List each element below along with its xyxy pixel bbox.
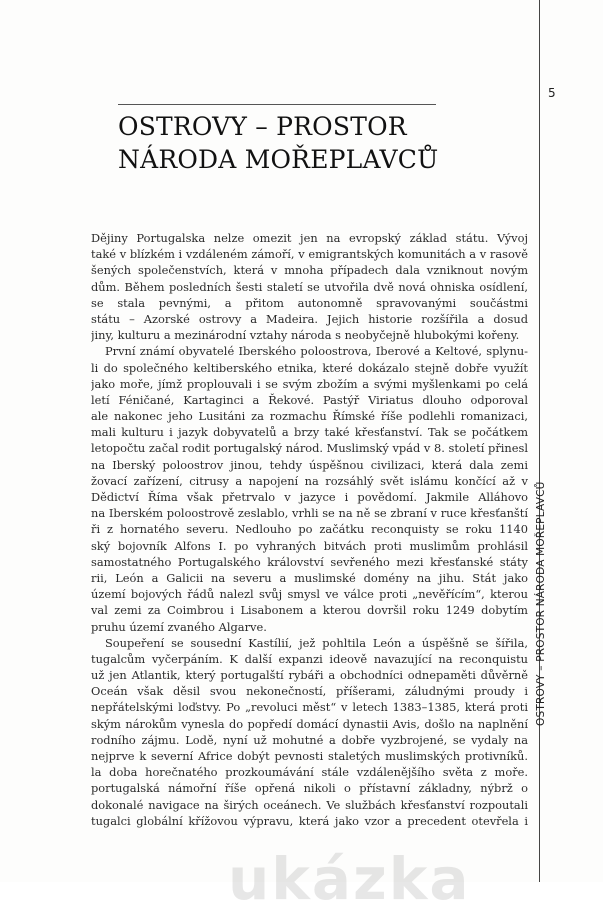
- text-line: li do společného keltiberského etnika, které dokázalo stejně dobře využít: [91, 360, 528, 375]
- text-line: tugalcům vyčerpáním. K další expanzi ideově navazující na reconquistu: [91, 651, 528, 666]
- paragraph: [91, 635, 528, 829]
- text-line: První známí obyvatelé Iberského poloostrova, Iberové a Keltové, splynu-: [105, 344, 528, 359]
- watermark: ukázka: [228, 845, 471, 913]
- text-line: rodního zájmu. Lodě, nyní už mohutné a dobře vyzbrojené, se vydaly na: [91, 732, 528, 747]
- text-line: samostatného Portugalského království sevřeného mezi křesťanské státy: [91, 554, 528, 569]
- text-line: žovací zařízení, citrusy a napojení na rozsáhlý svět islámu končící až v: [91, 473, 528, 488]
- text-line: jiny, kulturu a mezinárodní vztahy národa s neobyčejně hlubokými kořeny.: [91, 328, 520, 343]
- text-line: Soupeření se sousední Kastílií, jež pohltila León a úspěšně se šířila,: [105, 635, 528, 650]
- text-line: Oceán však děsil svou nekonečností, příšerami, záludnými proudy i: [91, 684, 528, 699]
- text-line: letopočtu začal rodit portugalský národ. Muslimský vpád v 8. století přinesl: [91, 441, 528, 456]
- text-line: val zemi za Coimbrou i Lisabonem a kterou dovršil roku 1249 dobytím: [91, 603, 528, 618]
- text-line: jako moře, jímž proplouvali i se svým zbožím a svými myšlenkami po celá: [91, 376, 528, 391]
- text-line: tugalci globální křížovou výpravu, která jako vzor a precedent otevřela i: [91, 813, 528, 828]
- paragraph: [91, 343, 528, 634]
- text-line: letí Féničané, Kartaginci a Řekové. Pastýř Viriatus dlouho odporoval: [91, 392, 528, 407]
- text-line: portugalská námořní říše opřená nikoli o přístavní základny, nýbrž o: [91, 781, 528, 796]
- text-line: Dějiny Portugalska nelze omezit jen na evropský základ státu. Vývoj: [91, 231, 528, 245]
- text-line: území bojových řádů nalezl svůj smysl ve válce proti „nevěřícím“, kterou: [91, 587, 528, 602]
- title-rule: [118, 104, 436, 105]
- page-number: 5: [548, 86, 556, 100]
- text-line: la doba horečnatého prozkoumávání stále vzdálenějšího světa z moře.: [91, 765, 528, 780]
- text-line: ský bojovník Alfons I. po vyhraných bitvách proti muslimům prohlásil: [91, 538, 528, 553]
- running-head: OSTROVY – PROSTOR NÁRODA MOŘEPLAVCŮ: [535, 481, 547, 726]
- margin-rule: [539, 0, 540, 882]
- text-line: šených společenstvích, která v mnoha případech dala vzniknout novým: [91, 263, 528, 278]
- text-line: rii, León a Galicii na severu a muslimské domény na jihu. Stát jako: [91, 570, 528, 585]
- text-line: na Iberském poloostrově zeslablo, vrhli se na ně se zbraní v ruce křesťanští: [91, 506, 528, 521]
- chapter-title: [118, 110, 458, 176]
- chapter-title-line-1: OSTROVY – PROSTOR: [118, 112, 407, 141]
- chapter-title-line-2: NÁRODA MOŘEPLAVCŮ: [118, 145, 439, 174]
- text-line: se stala pevnými, a přitom autonomně spravovanými součástmi: [91, 295, 528, 310]
- text-line: Dědictví Říma však přetrvalo v jazyce i povědomí. Jakmile Alláhovo: [91, 490, 528, 504]
- text-line: na Iberský poloostrov jinou, tehdy úspěšnou civilizaci, která dala zemi: [91, 457, 528, 472]
- text-line: dům. Během posledních šesti staletí se utvořila dvě nová ohniska osídlení,: [91, 279, 528, 294]
- body-text: [91, 230, 528, 829]
- text-line: mali kulturu i jazyk dobyvatelů a brzy také křesťanství. Tak se počátkem: [91, 425, 528, 440]
- text-line: nepřátelskými loďstvy. Po „revoluci měst“ v letech 1383–1385, která proti: [91, 700, 528, 715]
- text-line: státu – Azorské ostrovy a Madeira. Jejich historie rozšířila a dosud: [91, 311, 528, 326]
- text-line: ským nárokům vynesla do popředí domácí dynastii Avis, došlo na naplnění: [91, 716, 528, 731]
- text-line: nejprve k severní Africe dobýt pevnosti staletých muslimských protivníků.: [91, 749, 528, 763]
- paragraph: [91, 230, 528, 343]
- text-line: dokonalé navigace na širých oceánech. Ve službách křesťanství rozpoutali: [91, 797, 528, 812]
- text-line: už jen Atlantik, který portugalští rybáři a obchodníci odnepaměti důvěrně: [91, 668, 528, 683]
- text-line: ři z hornatého severu. Nedlouho po začátku reconquisty se roku 1140: [91, 522, 528, 537]
- text-line: také v blízkém i vzdáleném zámoří, v emigrantských komunitách a v rasově: [91, 247, 528, 262]
- text-line: ale nakonec jeho Lusitáni za rozmachu Římské říše podlehli romanizaci,: [91, 409, 528, 424]
- text-line: pruhu území zvaného Algarve.: [91, 619, 267, 634]
